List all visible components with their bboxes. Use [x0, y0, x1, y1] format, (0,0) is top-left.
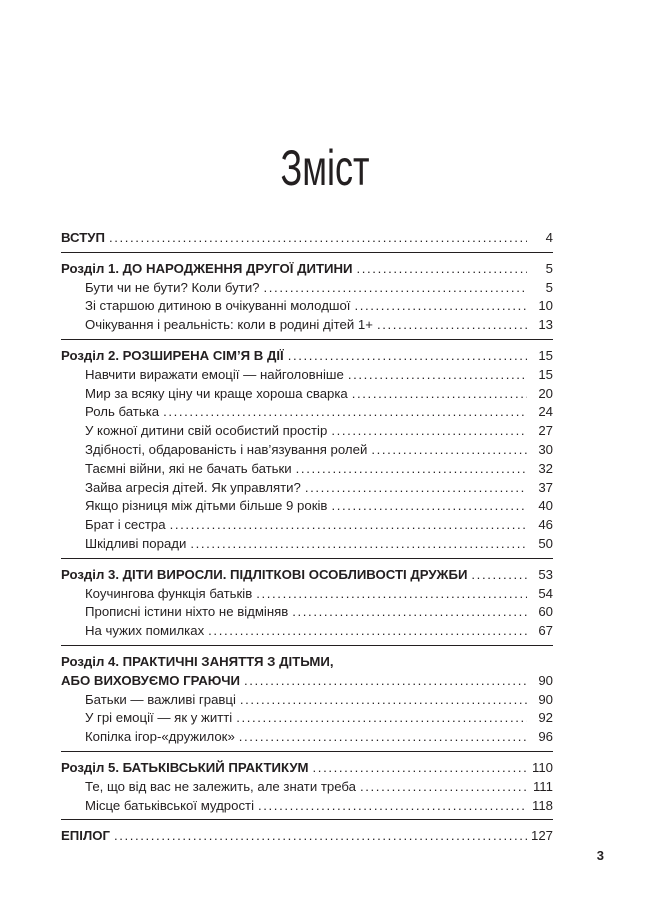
toc-entry-page: 96	[538, 729, 553, 745]
toc-entry-label: ВСТУП	[61, 230, 105, 245]
toc-entry-page: 24	[538, 404, 553, 420]
toc-section-3	[61, 566, 553, 646]
toc-chapter-4[interactable]	[61, 672, 553, 691]
toc-section-1	[61, 260, 553, 340]
dot-leader	[471, 566, 527, 585]
dot-leader	[114, 827, 527, 846]
dot-leader	[348, 366, 527, 385]
toc-entry-label: Розділ 2. РОЗШИРЕНА СІМ’Я В ДІЇ	[61, 347, 284, 363]
dot-leader	[163, 403, 527, 422]
toc-entry-page: 53	[538, 566, 553, 582]
toc-entry[interactable]	[61, 535, 553, 554]
toc-entry-label: АБО ВИХОВУЄМО ГРАЮЧИ	[61, 672, 240, 688]
toc-entry-label: Розділ 5. БАТЬКІВСЬКИЙ ПРАКТИКУМ	[61, 759, 309, 775]
toc-entry-label: Очікування і реальність: коли в родині дітей 1+	[85, 317, 373, 333]
toc-entry-page: 46	[538, 517, 553, 533]
toc-entry-page: 118	[531, 797, 553, 813]
toc-entry-label: Шкідливі поради	[85, 535, 187, 551]
toc-entry-label: Якщо різниця між дітьми більше 9 років	[85, 498, 328, 514]
toc-section-4	[61, 653, 553, 752]
toc-entry-page: 4	[545, 230, 553, 245]
dot-leader	[331, 497, 527, 516]
toc-section-intro	[61, 229, 553, 253]
toc-entry[interactable]	[61, 585, 553, 604]
toc-entry-page: 127	[530, 828, 553, 844]
toc-section-2	[61, 347, 553, 559]
toc-entry-label: Розділ 1. ДО НАРОДЖЕННЯ ДРУГОЇ ДИТИНИ	[61, 260, 353, 276]
toc-entry-page: 92	[538, 710, 553, 726]
toc-entry[interactable]	[61, 691, 553, 710]
dot-leader	[258, 797, 527, 816]
dot-leader	[239, 728, 527, 747]
toc-entry-page: 13	[538, 317, 553, 333]
toc-entry-page: 30	[538, 441, 553, 457]
dot-leader	[377, 316, 527, 335]
toc-chapter-5[interactable]	[61, 759, 553, 778]
toc-entry-page: 54	[538, 585, 553, 601]
toc-entry[interactable]	[61, 297, 553, 316]
toc-entry-epilogue[interactable]	[61, 827, 553, 846]
dot-leader	[236, 709, 527, 728]
toc-entry-label: ЕПІЛОГ	[61, 828, 110, 844]
toc-entry-label: Прописні істини ніхто не відміняв	[85, 604, 289, 620]
toc-entry-page: 40	[538, 498, 553, 514]
toc-entry-label: Те, що від вас не залежить, але знати треба	[85, 778, 357, 794]
toc-entry-label: Здібності, обдарованість і нав’язування ролей	[85, 441, 368, 457]
toc-entry[interactable]	[61, 366, 553, 385]
dot-leader	[305, 479, 527, 498]
toc-entry-label: Мир за всяку ціну чи краще хороша сварка	[85, 385, 348, 401]
toc-entry-label: Зайва агресія дітей. Як управляти?	[85, 479, 301, 495]
dot-leader	[296, 460, 527, 479]
toc-entry-page: 50	[538, 535, 553, 551]
toc-entry[interactable]	[61, 460, 553, 479]
toc-entry[interactable]	[61, 385, 553, 404]
toc-chapter-3[interactable]	[61, 566, 553, 585]
toc-chapter-1[interactable]	[61, 260, 553, 279]
toc-entry-page: 15	[538, 347, 553, 363]
dot-leader	[109, 229, 527, 248]
toc-section-5	[61, 759, 553, 820]
toc-entry-label: Місце батьківської мудрості	[85, 797, 255, 813]
toc-entry-page: 111	[532, 778, 553, 794]
dot-leader	[313, 759, 527, 778]
toc-entry-page: 37	[538, 479, 553, 495]
toc-entry-page: 27	[538, 423, 553, 439]
dot-leader	[240, 691, 527, 710]
toc-entry-label: Таємні війни, які не бачать батьки	[85, 460, 292, 476]
toc-entry-page: 32	[538, 460, 553, 476]
toc-entry-label: Навчити виражати емоції — найголовніше	[85, 366, 344, 382]
toc-chapter-2[interactable]	[61, 347, 553, 366]
dot-leader	[208, 622, 527, 641]
toc-entry[interactable]	[61, 516, 553, 535]
toc-entry-page: 67	[538, 623, 553, 639]
dot-leader	[331, 422, 527, 441]
toc-entry[interactable]	[61, 709, 553, 728]
toc-entry-label: Зі старшою дитиною в очікуванні молодшої	[85, 298, 351, 314]
dot-leader	[244, 672, 527, 691]
toc-entry-label: Коучингова функція батьків	[85, 585, 253, 601]
toc-entry-label: На чужих помилках	[85, 623, 205, 639]
dot-leader	[190, 535, 527, 554]
dot-leader	[288, 347, 527, 366]
dot-leader	[170, 516, 527, 535]
dot-leader	[292, 603, 527, 622]
toc-entry-page: 20	[538, 385, 553, 401]
toc-entry[interactable]	[61, 603, 553, 622]
toc-chapter-4-line1[interactable]	[61, 653, 553, 672]
toc-entry-page: 5	[545, 279, 553, 295]
toc-entry[interactable]	[61, 797, 553, 816]
toc-entry-page: 60	[538, 604, 553, 620]
dot-leader	[357, 260, 527, 279]
toc-entry-label: Брат і сестра	[85, 517, 166, 533]
toc-entry-label: У грі емоції — як у житті	[85, 710, 233, 726]
toc-entry[interactable]	[61, 403, 553, 422]
toc-entry-label: Копілка ігор-«дружилок»	[85, 729, 235, 745]
toc-entry-page: 15	[538, 366, 553, 382]
toc-entry-page: 110	[531, 759, 553, 775]
toc-entry-page: 90	[538, 672, 553, 688]
toc-entry-label: Батьки — важливі гравці	[85, 691, 236, 707]
toc-entry[interactable]	[61, 422, 553, 441]
toc-entry-page: 90	[538, 691, 553, 707]
toc-entry[interactable]	[61, 728, 553, 747]
dot-leader	[354, 297, 527, 316]
page-number: 3	[596, 848, 604, 863]
dot-leader	[371, 441, 527, 460]
toc-entry[interactable]	[61, 778, 553, 797]
toc-entry-page: 5	[545, 260, 553, 276]
dot-leader	[352, 385, 527, 404]
toc-entry-label: Роль батька	[85, 404, 160, 420]
dot-leader	[256, 585, 527, 604]
toc-entry-label: Бути чи не бути? Коли бути?	[85, 279, 260, 295]
toc-entry[interactable]	[61, 441, 553, 460]
toc-entry-label: Розділ 3. ДІТИ ВИРОСЛИ. ПІДЛІТКОВІ ОСОБЛИВОСТІ ДРУЖБИ	[61, 566, 468, 582]
toc-entry[interactable]	[61, 497, 553, 516]
dot-leader	[360, 778, 527, 797]
toc-section-epilogue	[61, 827, 553, 850]
toc-entry-page: 10	[538, 298, 553, 314]
toc-entry[interactable]	[61, 479, 553, 498]
toc-entry[interactable]	[61, 279, 553, 298]
toc-entry-label: У кожної дитини свій особистий простір	[85, 423, 328, 439]
dot-leader	[264, 279, 527, 298]
toc-entry[interactable]	[61, 316, 553, 335]
table-of-contents	[61, 229, 553, 857]
toc-entry-label: Розділ 4. ПРАКТИЧНІ ЗАНЯТТЯ З ДІТЬМИ,	[61, 653, 334, 669]
toc-entry[interactable]	[61, 622, 553, 641]
page-title: Зміст	[280, 140, 370, 196]
toc-entry-intro[interactable]	[61, 229, 553, 248]
